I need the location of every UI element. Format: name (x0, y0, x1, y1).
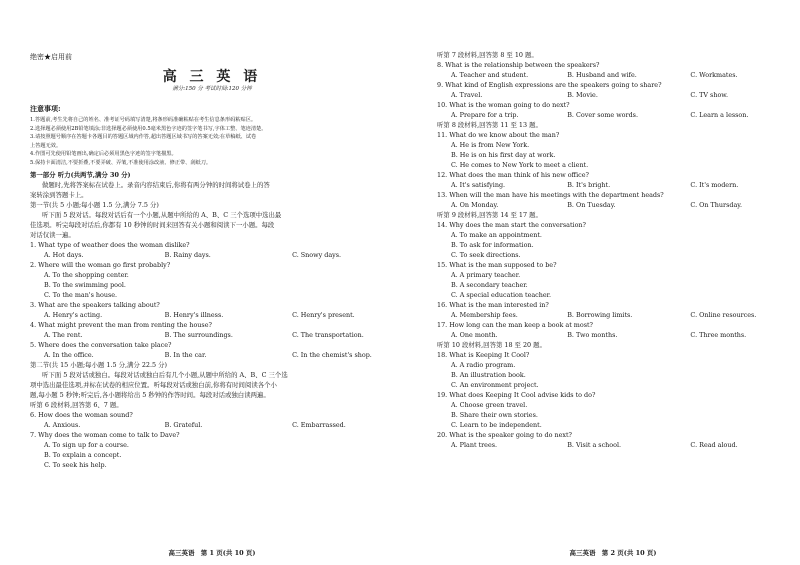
text-line: 18. What is Keeping It Cool? (437, 351, 530, 359)
answer-option: C. Embarrassed. (292, 421, 346, 429)
text-line: 案转涂到答题卡上。 (30, 191, 88, 199)
answer-option: C. A special education teacher. (451, 291, 552, 299)
footer-page-number: 第 1 页(共 10 页) (200, 549, 256, 557)
notice-item: 1.答题前,考生先将自己的姓名、准考证号码填写清楚,将条形码准确粘贴在考生信息条形码粘贴区。 (30, 117, 257, 123)
page-1-column (30, 0, 394, 565)
page-footer-1 (30, 548, 394, 557)
text-line: 12. What does the man think of his new office? (437, 171, 589, 179)
answer-option: B. To explain a concept. (44, 451, 122, 459)
answer-option: C. To the man's house. (44, 291, 118, 299)
answer-option: C. TV show. (690, 91, 729, 99)
answer-option: B. Rainy days. (164, 251, 211, 259)
options-row (437, 180, 789, 190)
text-line: 题,每小题 5 秒钟;听完后,各小题将给出 5 秒钟的作答时间。每段对话或独白读两遍。 (30, 391, 270, 399)
text-line: 16. What is the man interested in? (437, 301, 549, 309)
answer-option: A. In the office. (44, 351, 94, 359)
answer-option: A. Teacher and student. (451, 71, 529, 79)
answer-option: B. A secondary teacher. (451, 281, 528, 289)
answer-option: A. A primary teacher. (451, 271, 521, 279)
notice-item: 5.保持卡面清洁,不要折叠,不要弄破、弄皱,不准使用涂改液、修正带、刮纸刀。 (30, 159, 212, 166)
notice-item: 上答题无效。 (30, 142, 62, 149)
text-line: 19. What does Keeping It Cool advise kids to do? (437, 391, 596, 399)
answer-option: B. Husband and wife. (567, 71, 637, 79)
notice-item: 2.选择题必须使用2B铅笔填涂;非选择题必须使用0.5毫米黑色字迹的签字笔书写,字体工整、笔迹清楚。 (30, 125, 267, 132)
text-line: 3. What are the speakers talking about? (30, 301, 160, 309)
options-row (30, 310, 394, 320)
footer-subject: 高三英语 (569, 549, 596, 557)
answer-option: C. On Thursday. (690, 201, 743, 209)
text-line: 15. What is the man supposed to be? (437, 261, 557, 269)
answer-option: B. Two months. (567, 331, 618, 339)
answer-option: A. Henry's acting. (44, 311, 103, 319)
answer-option: A. Anxious. (44, 421, 81, 429)
answer-option: C. Online resources. (690, 311, 757, 319)
text-line: 听第 10 段材料,回答第 18 至 20 题。 (437, 341, 546, 349)
answer-option: A. The rent. (44, 331, 83, 339)
answer-option: C. Workmates. (690, 71, 738, 79)
answer-option: B. Grateful. (164, 421, 203, 429)
text-line: 佳选项。听完每段对话后,你都有 10 秒钟的时间来回答有关小题和阅读下一小题。每段 (30, 221, 275, 229)
answer-option: C. An environment project. (451, 381, 539, 389)
text-line: 第一节(共 5 小题;每小题 1.5 分,满分 7.5 分) (30, 201, 159, 209)
text-line: 2. Where will the woman go first probably? (30, 261, 171, 269)
exam-title: 高 三 英 语 (162, 69, 262, 85)
answer-option: A. Plant trees. (451, 441, 498, 449)
notice-item: 4.作图可先使用铅笔画出,确定后必须用黑色字迹的签字笔描黑。 (30, 151, 177, 157)
answer-option: A. Membership fees. (451, 311, 518, 319)
page-footer-2 (437, 548, 789, 557)
answer-option: A. Prepare for a trip. (451, 111, 519, 119)
text-line: 6. How does the woman sound? (30, 411, 133, 419)
text-line: 做题时,先将答案标在试卷上。录音内容结束后,你将有两分钟的时间将试卷上的答 (42, 181, 270, 189)
text-line: 13. When will the man have his meetings with the department heads? (437, 191, 664, 199)
text-line: 听第 8 段材料,回答第 11 至 13 题。 (437, 121, 542, 129)
listening-part-one (30, 170, 394, 470)
text-line: 第二节(共 15 小题;每小题 1.5 分,满分 22.5 分) (30, 361, 167, 369)
answer-option: B. Movie. (567, 91, 598, 99)
answer-option: C. He comes to New York to meet a client. (451, 161, 589, 169)
notice-title: 注意事项: (30, 104, 61, 113)
page-2-column (437, 0, 789, 565)
answer-option: B. Cover some words. (567, 111, 638, 119)
answer-option: B. An illustration book. (451, 371, 526, 379)
answer-option: B. Visit a school. (567, 441, 622, 449)
answer-option: A. To sign up for a course. (44, 441, 129, 449)
answer-option: A. To make an appointment. (451, 231, 542, 239)
answer-option: C. Learn a lesson. (690, 111, 749, 119)
answer-option: B. Borrowing limits. (567, 311, 633, 319)
text-line: 1. What type of weather does the woman dislike? (30, 241, 190, 249)
options-row (437, 70, 789, 80)
answer-option: A. To the shopping center. (44, 271, 129, 279)
answer-option: C. The transportation. (292, 331, 364, 339)
options-row (437, 330, 789, 340)
section-heading: 第一部分 听力(共两节,满分 30 分) (30, 171, 131, 179)
options-row (30, 250, 394, 260)
answer-option: A. He is from New York. (451, 141, 530, 149)
text-line: 14. Why does the man start the conversation? (437, 221, 586, 229)
answer-option: A. Choose green travel. (451, 401, 528, 409)
answer-option: C. In the chemist's shop. (292, 351, 372, 359)
text-line: 4. What might prevent the man from renting the house? (30, 321, 212, 329)
text-line: 对话仅读一遍。 (30, 231, 75, 239)
answer-option: B. In the car. (164, 351, 207, 359)
text-line: 听第 6 段材料,回答第 6、7 题。 (30, 401, 123, 409)
options-row (30, 330, 394, 340)
text-line: 9. What kind of English expressions are the speakers going to share? (437, 81, 662, 89)
answer-option: B. It's bright. (567, 181, 611, 189)
text-line: 听下面 5 段对话。每段对话后有一个小题,从题中所给的 A、B、C 三个选项中选出最 (42, 211, 282, 219)
answer-option: A. Travel. (451, 91, 483, 99)
answer-option: C. Snowy days. (292, 251, 342, 259)
options-row (437, 110, 789, 120)
answer-option: B. The surroundings. (164, 331, 233, 339)
text-line: 20. What is the speaker going to do next? (437, 431, 572, 439)
text-line: 听第 7 段材料,回答第 8 至 10 题。 (437, 51, 538, 59)
notice-item: 3.请按照题号顺序在答题卡各题目的答题区域内作答,超出答题区域书写的答案无效;在草稿纸、试卷 (30, 134, 257, 140)
answer-option: B. Share their own stories. (451, 411, 538, 419)
answer-option: A. On Monday. (451, 201, 499, 209)
answer-option: B. To ask for information. (451, 241, 534, 249)
answer-option: B. He is on his first day at work. (451, 151, 556, 159)
secret-label: 绝密★启用前 (30, 53, 72, 61)
answer-option: C. Three months. (690, 331, 747, 339)
options-row (437, 90, 789, 100)
footer-page-number: 第 2 页(共 10 页) (601, 549, 657, 557)
options-row (437, 200, 789, 210)
text-line: 11. What do we know about the man? (437, 131, 560, 139)
answer-option: A. It's satisfying. (451, 181, 506, 189)
text-line: 10. What is the woman going to do next? (437, 101, 570, 109)
text-line: 7. Why does the woman come to talk to Dave? (30, 431, 180, 439)
answer-option: B. On Tuesday. (567, 201, 616, 209)
answer-option: A. A radio program. (451, 361, 516, 369)
score-time: 满分:150 分 考试时间:120 分钟 (172, 86, 252, 92)
options-row (30, 420, 394, 430)
answer-option: A. One month. (451, 331, 498, 339)
options-row (30, 350, 394, 360)
notice-list (30, 116, 394, 167)
answer-option: B. Henry's illness. (164, 311, 224, 319)
answer-option: C. To seek his help. (44, 461, 107, 469)
text-line: 5. Where does the conversation take place? (30, 341, 172, 349)
text-line: 8. What is the relationship between the speakers? (437, 61, 600, 69)
text-line: 项中选出最佳选项,并标在试卷的相应位置。听每段对话或独白前,你将有时间阅读各个小 (30, 381, 277, 389)
answer-option: C. Henry's present. (292, 311, 355, 319)
answer-option: C. Learn to be independent. (451, 421, 542, 429)
answer-option: C. To seek directions. (451, 251, 521, 259)
answer-option: C. It's modern. (690, 181, 739, 189)
footer-subject: 高三英语 (168, 549, 195, 557)
text-line: 听下面 5 段对话或独白。每段对话或独白后有几个小题,从题中所给的 A、B、C 三个选 (42, 371, 288, 379)
text-line: 听第 9 段材料,回答第 14 至 17 题。 (437, 211, 542, 219)
options-row (437, 310, 789, 320)
answer-option: A. Hot days. (44, 251, 84, 259)
listening-part-two (437, 50, 789, 450)
answer-option: B. To the swimming pool. (44, 281, 126, 289)
text-line: 17. How long can the man keep a book at most? (437, 321, 593, 329)
options-row (437, 440, 789, 450)
answer-option: C. Read aloud. (690, 441, 738, 449)
